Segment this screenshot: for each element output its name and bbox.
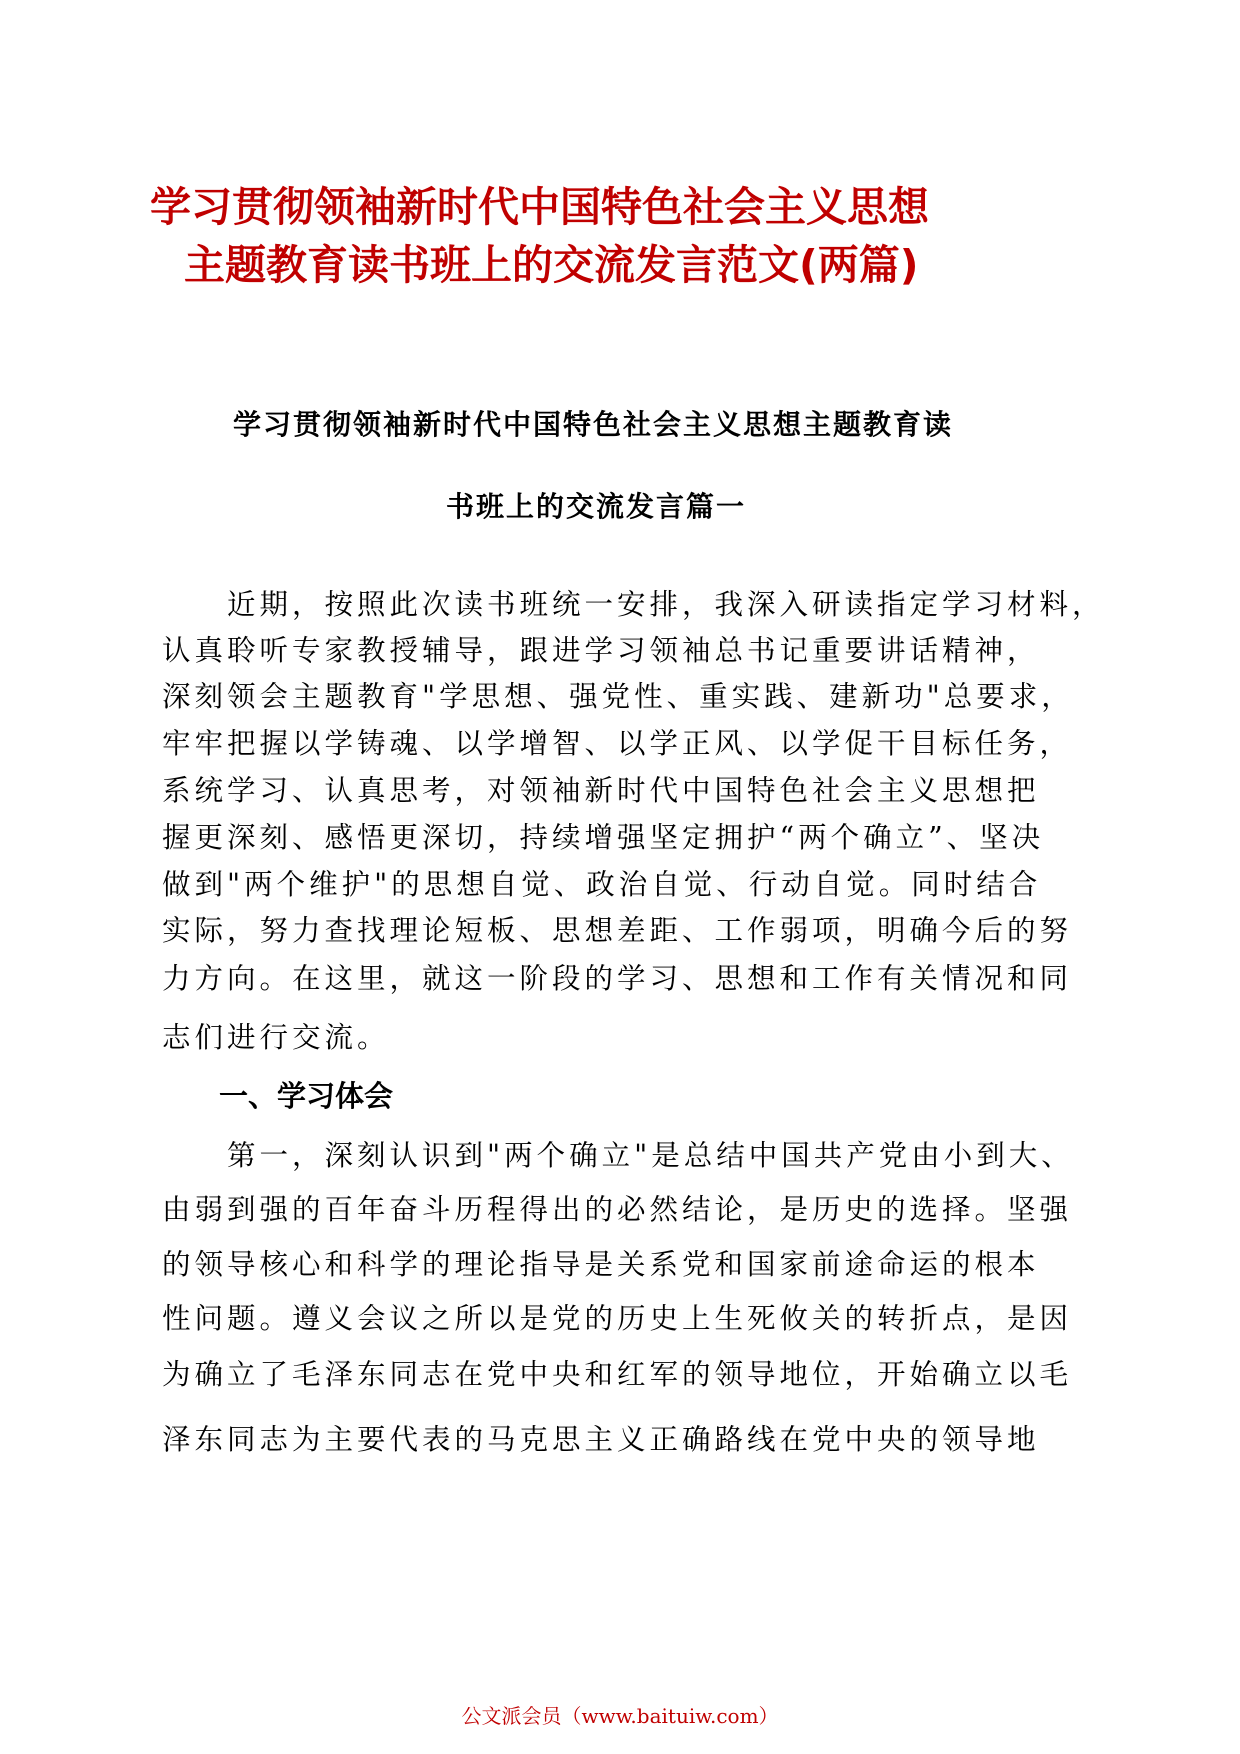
paragraph-line: 由弱到强的百年奋斗历程得出的必然结论，是历史的选择。坚强 (162, 1193, 1073, 1226)
document-title (150, 178, 1100, 294)
paragraph-line: 深刻领会主题教育"学思想、强党性、重实践、建新功"总要求， (162, 680, 1074, 713)
paragraph-line: 握更深刻、感悟更深切，持续增强坚定拥护“两个确立”、坚决 (162, 821, 1045, 854)
paragraph-line: 志们进行交流。 (162, 1021, 390, 1054)
subtitle-line-2: 书班上的交流发言篇一 (446, 490, 747, 523)
section-heading: 一、学习体会 (219, 1079, 394, 1113)
footer-watermark: 公文派会员（www.baituiw.com） (461, 1704, 779, 1728)
title-line-1: 学习贯彻领袖新时代中国特色社会主义思想 (150, 183, 929, 231)
paragraph-line: 牢牢把握以学铸魂、以学增智、以学正风、以学促干目标任务， (162, 727, 1073, 760)
paragraph-line: 泽东同志为主要代表的马克思主义正确路线在党中央的领导地 (162, 1423, 1040, 1456)
title-line-2: 主题教育读书班上的交流发言范文(两篇) (184, 241, 919, 289)
paragraph-line: 认真聆听专家教授辅导，跟进学习领袖总书记重要讲话精神， (162, 634, 1040, 667)
paragraph-line: 为确立了毛泽东同志在党中央和红军的领导地位，开始确立以毛 (162, 1358, 1073, 1391)
paragraph-line: 的领导核心和科学的理论指导是关系党和国家前途命运的根本 (162, 1248, 1040, 1281)
paragraph-line: 第一，深刻认识到"两个确立"是总结中国共产党由小到大、 (162, 1139, 1074, 1172)
paragraph-line: 做到"两个维护"的思想自觉、政治自觉、行动自觉。同时结合 (162, 868, 1042, 901)
paragraph-line: 性问题。遵义会议之所以是党的历史上生死攸关的转折点，是因 (162, 1302, 1073, 1335)
paragraph-line: 系统学习、认真思考，对领袖新时代中国特色社会主义思想把 (162, 774, 1040, 807)
paragraph-line: 近期，按照此次读书班统一安排，我深入研读指定学习材料， (162, 588, 1105, 621)
paragraph-line: 实际，努力查找理论短板、思想差距、工作弱项，明确今后的努 (162, 914, 1073, 947)
subtitle-line-1: 学习贯彻领袖新时代中国特色社会主义思想主题教育读 (233, 408, 954, 441)
paragraph-line: 力方向。在这里，就这一阶段的学习、思想和工作有关情况和同 (162, 962, 1073, 995)
